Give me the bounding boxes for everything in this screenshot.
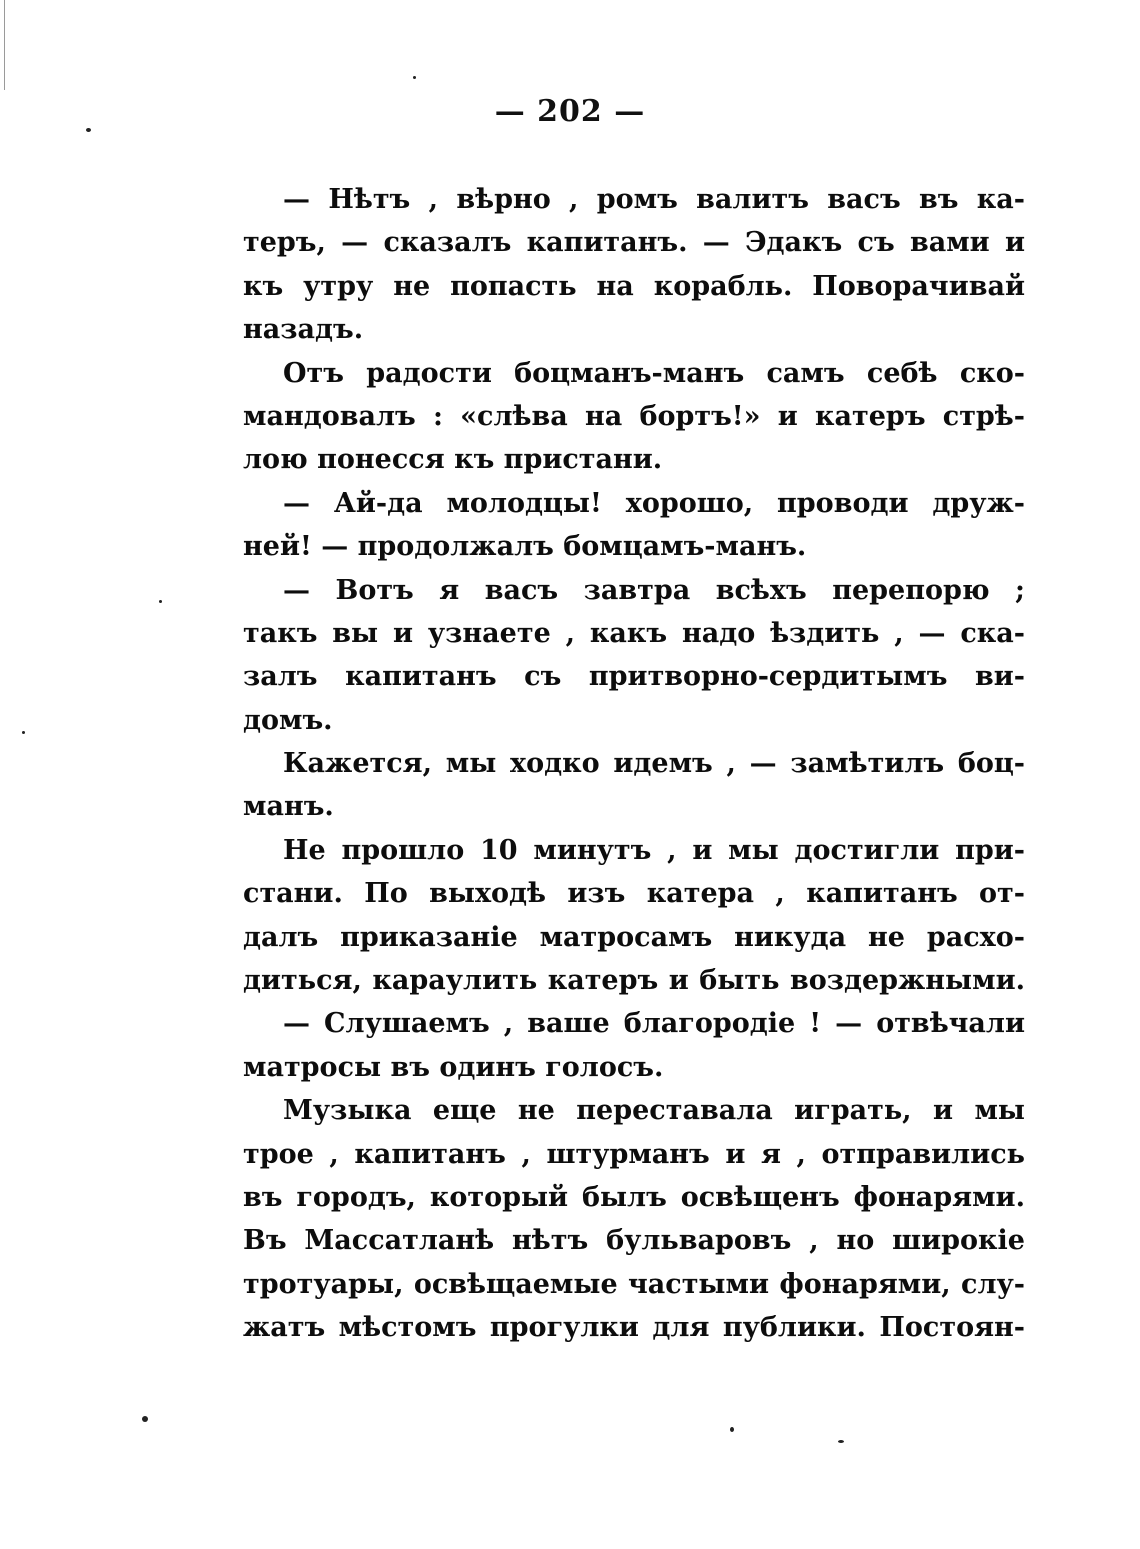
text-line: Кажется, мы ходко идемъ , — замѣтилъ боц-: [283, 748, 1025, 780]
text-line: — Вотъ я васъ завтра всѣхъ перепорю ;: [283, 574, 1025, 606]
scan-edge-line: [4, 0, 5, 90]
text-line: Не прошло 10 минутъ , и мы достигли при-: [283, 834, 1025, 866]
text-line: жатъ мѣстомъ прогулки для публики. Постоян-: [243, 1312, 1025, 1344]
text-line: Въ Массатланѣ нѣтъ бульваровъ , но широкіе: [243, 1225, 1025, 1257]
text-line: матросы въ одинъ голосъ.: [243, 1051, 664, 1083]
text-line: — Слушаемъ , ваше благородіе ! — отвѣчали: [283, 1008, 1025, 1040]
text-line: домъ.: [243, 704, 333, 736]
body-text: [243, 178, 1025, 1350]
text-line: къ утру не попасть на корабль. Поворачивай: [243, 270, 1025, 302]
text-line: лою понесся къ пристани.: [243, 444, 663, 476]
text-line: въ городъ, который былъ освѣщенъ фонарями.: [243, 1181, 1025, 1213]
scan-speck: [86, 128, 91, 132]
scan-speck: [159, 600, 162, 603]
text-line: назадъ.: [243, 314, 364, 346]
text-line: мандовалъ : «слѣва на бортъ!» и катеръ стрѣ-: [243, 400, 1025, 432]
scan-speck: [838, 1440, 844, 1443]
text-line: тротуары, освѣщаемые частыми фонарями, слу-: [243, 1268, 1025, 1300]
text-line: диться, караулить катеръ и быть воздержными.: [243, 965, 1025, 997]
scan-speck: [413, 76, 416, 79]
page-number: — 202 —: [494, 94, 646, 129]
text-line: теръ, — сказалъ капитанъ. — Эдакъ съ вами и: [243, 227, 1025, 259]
text-line: далъ приказаніе матросамъ никуда не расхо-: [243, 921, 1025, 953]
text-line: — Нѣтъ , вѣрно , ромъ валитъ васъ въ ка-: [283, 184, 1025, 215]
text-line: залъ капитанъ съ притворно-сердитымъ ви-: [243, 661, 1025, 693]
text-line: — Ай-да молодцы! хорошо, проводи друж-: [283, 487, 1025, 519]
text-line: трое , капитанъ , штурманъ и я , отправились: [243, 1138, 1025, 1170]
text-line: стани. По выходѣ изъ катера , капитанъ от-: [243, 878, 1025, 910]
text-line: такъ вы и узнаете , какъ надо ѣздить , — ска-: [243, 617, 1025, 649]
text-line: ней! — продолжалъ бомцамъ-манъ.: [243, 531, 807, 563]
text-line: манъ.: [243, 791, 334, 823]
scan-speck: [730, 1427, 734, 1432]
scan-speck: [142, 1416, 148, 1422]
text-line: Музыка еще не переставала играть, и мы: [283, 1095, 1025, 1127]
scan-speck: [22, 731, 25, 734]
text-line: Отъ радости боцманъ-манъ самъ себѣ ско-: [283, 357, 1025, 389]
